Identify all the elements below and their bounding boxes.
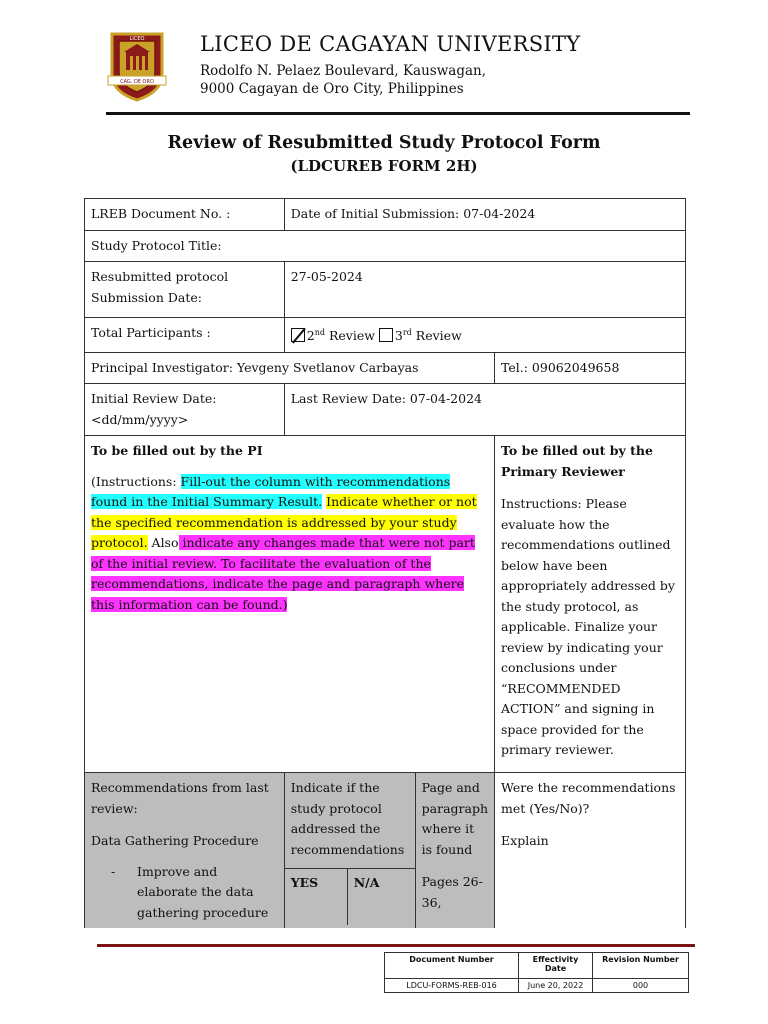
pi-instructions (91, 472, 488, 616)
bullet-dash: - (111, 863, 116, 879)
seal-ribbon-text: CAG. DE ORO (120, 79, 154, 85)
revision-number-value: 000 (593, 979, 689, 993)
document-number-header: Document Number (385, 953, 519, 979)
pi-instructions-magenta: indicate any changes made that were not part of the initial review. To facilitate the evaluation of the recommendations, indicate the page and paragraph where this information can be found.) (91, 535, 475, 612)
recommendations-cell (85, 773, 285, 929)
pi-instructions-yellow: Indicate whether or not the specified recommendation is addressed by your study protocol. (91, 494, 477, 551)
second-review-ordinal: nd (314, 328, 325, 337)
second-review-label: Review (328, 328, 375, 344)
seal-text: LICEO (129, 36, 145, 42)
review-round-cell (284, 318, 685, 353)
second-review-checkbox[interactable] (291, 328, 305, 342)
footer-divider (97, 944, 695, 947)
form-title: Review of Resubmitted Study Protocol Form (167, 133, 601, 153)
pi-instructions-also: Also (147, 535, 179, 551)
recommendations-met-question: Were the recommendations met (Yes/No)? (501, 780, 676, 816)
effectivity-date-value: June 20, 2022 (519, 979, 593, 993)
resubmitted-date-label-cell (85, 262, 285, 318)
reviewer-section-heading: To be filled out by the Primary Reviewer (501, 443, 653, 479)
recommendation-item-title: Data Gathering Procedure (91, 833, 259, 849)
revision-number-header: Revision Number (593, 953, 689, 979)
document-number-field[interactable] (85, 199, 285, 231)
address-line-2: 9000 Cagayan de Oro City, Philippines (200, 81, 464, 97)
recommendation-bullet (91, 862, 278, 924)
document-control-table (384, 952, 689, 993)
principal-investigator-field[interactable] (85, 352, 495, 384)
pi-section-heading: To be filled out by the PI (91, 443, 263, 459)
study-title-label: Study Protocol Title: (91, 237, 222, 253)
document-number-label: LREB Document No. : (91, 206, 231, 221)
document-number-value: LDCU-FORMS-REB-016 (385, 979, 519, 993)
third-review-ordinal: rd (402, 328, 412, 337)
third-review-checkbox[interactable] (379, 328, 393, 342)
total-participants-field[interactable] (85, 318, 285, 353)
initial-review-date-placeholder: <dd/mm/yyyy> (91, 411, 189, 427)
addressed-header: Indicate if the study protocol addressed the recommendations (290, 780, 405, 857)
initial-review-date-field[interactable] (85, 384, 285, 436)
page-paragraph-header: Page and paragraph where it is found (421, 780, 489, 857)
last-review-date-text: Last Review Date: 07-04-2024 (290, 391, 482, 407)
addressed-cell (284, 773, 415, 929)
telephone-text: Tel.: 09062049658 (501, 359, 620, 375)
third-review-label: Review (415, 328, 462, 344)
effectivity-date-header: Effectivity Date (519, 953, 593, 979)
header-divider (106, 112, 690, 115)
resubmitted-date-value: 27-05-2024 (290, 269, 363, 284)
review-form-table (84, 198, 686, 928)
study-title-field[interactable] (85, 230, 686, 262)
initial-submission-field[interactable] (284, 199, 685, 231)
pi-section-cell (85, 436, 495, 773)
university-name: LICEO DE CAGAYAN UNIVERSITY (200, 32, 581, 56)
reviewer-instructions: Instructions: Please evaluate how the recommendations outlined below have been appropriately addressed by the study protocol, as applicable. Finalize your review by indicating your conclusions under “RECOMMENDED ACTION” and signing in space provided for the primary reviewer. (501, 496, 675, 758)
yes-option[interactable]: YES (285, 869, 348, 925)
address-line-1: Rodolfo N. Pelaez Boulevard, Kauswagan, (200, 63, 486, 79)
pi-instructions-prefix: (Instructions: (91, 473, 181, 489)
recommendations-header: Recommendations from last review: (91, 780, 269, 816)
letterhead (106, 28, 696, 104)
initial-submission-text: Date of Initial Submission: 07-04-2024 (290, 206, 536, 221)
total-participants-label: Total Participants : (91, 325, 211, 340)
telephone-field[interactable] (495, 352, 686, 384)
last-review-date-field[interactable] (284, 384, 685, 436)
second-review-number: 2 (306, 328, 315, 344)
pi-instructions-cyan: Fill-out the column with recommendations found in the Initial Summary Result. (91, 473, 451, 510)
explain-label: Explain (501, 833, 549, 849)
third-review-number: 3 (394, 328, 403, 344)
pages-value[interactable]: Pages 26-36, (421, 874, 483, 910)
principal-investigator-text: Principal Investigator: Yevgeny Svetlanov Carbayas (91, 359, 419, 375)
form-code: (LDCUREB FORM 2H) (290, 157, 478, 175)
page-paragraph-cell (415, 773, 494, 929)
recommendations-met-cell (495, 773, 686, 929)
recommendation-bullet-text: Improve and elaborate the data gathering procedure (137, 863, 269, 920)
na-option[interactable]: N/A (353, 875, 380, 891)
university-seal-icon (106, 30, 168, 102)
resubmitted-date-label: Resubmitted protocol Submission Date: (91, 269, 229, 305)
yes-na-row (285, 868, 415, 925)
initial-review-date-label: Initial Review Date: (91, 391, 217, 407)
reviewer-section-cell (495, 436, 686, 773)
resubmitted-date-field[interactable] (284, 262, 685, 318)
